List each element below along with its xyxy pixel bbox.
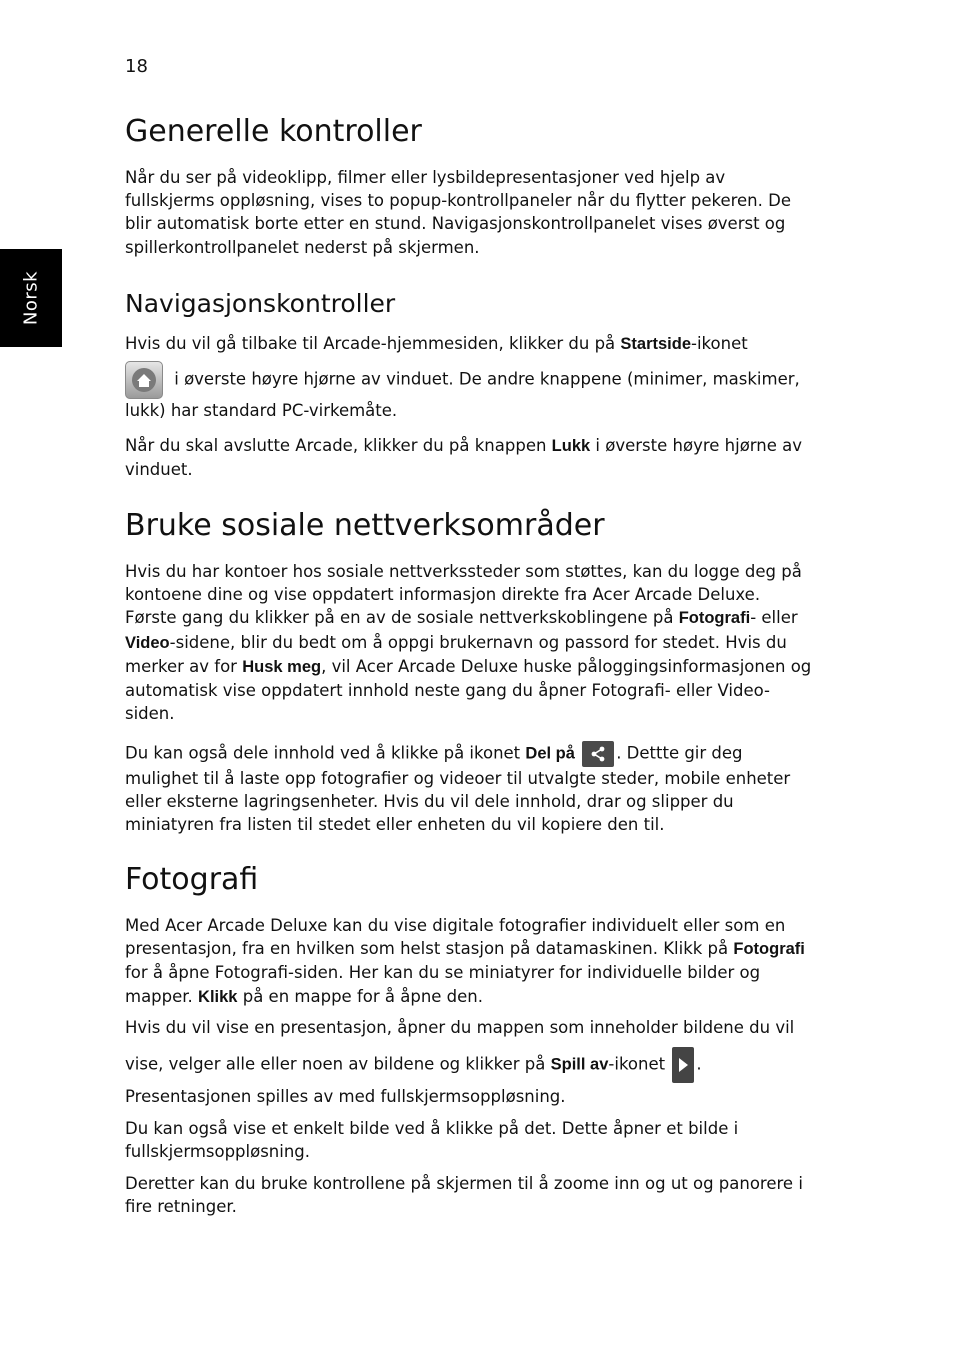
- page-number: 18: [125, 56, 148, 77]
- bold-fotografi: Fotografi: [678, 609, 751, 628]
- paragraph-home-icon: i øverste høyre hjørne av vinduet. De andre knappene (minimer, maskimer, lukk) har standard PC-virkemåte.: [125, 361, 815, 422]
- bold-video: Video: [125, 633, 170, 652]
- paragraph-social-login: Hvis du har kontoer hos sosiale nettverkssteder som støttes, kan du logge deg på kontoene dine og vise oppdatert informasjon direkte fra Acer Arcade Deluxe. Første gang du klikker på en av de sosiale nettverkskoblingene på Fotografi- eller Video-sidene, blir du bedt om å oppgi brukernavn og passord for stedet. Hvis du merker av for Husk meg, vil Acer Arcade Deluxe huske påloggingsinformasjonen og automatisk vise oppdatert innhold neste gang du åpner Fotografi- eller Video-siden.: [125, 562, 812, 724]
- bold-husk-meg: Husk meg: [242, 657, 322, 676]
- language-tab-label: Norsk: [20, 270, 42, 326]
- share-icon: [582, 741, 614, 767]
- paragraph-slideshow-line1: Hvis du vil vise en presentasjon, åpner du mappen som inneholder bildene du vil: [125, 1018, 795, 1037]
- paragraph-single-image: Du kan også vise et enkelt bilde ved å klikke på det. Dette åpner et bilde i fullskjermsoppløsning.: [125, 1119, 739, 1162]
- paragraph-zoom-pan: Deretter kan du bruke kontrollene på skjermen til å zoome inn og ut og panorere i fire retninger.: [125, 1174, 803, 1217]
- heading-generelle-kontroller: Generelle kontroller: [125, 114, 422, 149]
- bold-klikk: Klikk: [198, 987, 238, 1006]
- bold-startside: Startside: [620, 335, 692, 353]
- paragraph-photo-intro: Med Acer Arcade Deluxe kan du vise digitale fotografier individuelt eller som en presentasjon, fra en hvilken som helst stasjon på datamaskinen. Klikk på Fotografi for å åpne Fotografi-siden. Her kan du se miniatyrer for individuelle bilder og mapper. Klikk på en mappe for å åpne den.: [125, 916, 805, 1006]
- bold-del-pa: Del på: [525, 744, 575, 763]
- bold-fotografi-2: Fotografi: [733, 940, 805, 959]
- heading-fotografi: Fotografi: [125, 862, 259, 897]
- paragraph-slideshow-line3: Presentasjonen spilles av med fullskjermsoppløsning.: [125, 1087, 566, 1106]
- paragraph-home-intro: Hvis du vil gå tilbake til Arcade-hjemmesiden, klikker du på Startside-ikonet: [125, 334, 748, 353]
- paragraph-slideshow-line2: vise, velger alle eller noen av bildene og klikker på Spill av-ikonet .: [125, 1047, 815, 1083]
- bold-spill-av: Spill av: [550, 1055, 609, 1074]
- language-tab: [0, 249, 62, 347]
- bold-lukk: Lukk: [551, 437, 591, 455]
- paragraph-general-controls: Når du ser på videoklipp, filmer eller lysbildepresentasjoner ved hjelp av fullskjerms oppløsning, vises to popup-kontrollpaneler når du flytter pekeren. De blir automatisk borte etter en stund. Navigasjonskontrollpanelet vises øverst og spillerkontrollpanelet nederst på skjermen.: [125, 168, 791, 257]
- paragraph-share: Du kan også dele innhold ved å klikke på ikonet Del på . Dettte gir deg mulighet til å laste opp fotografier og videoer til utvalgte steder, mobile enheter eller eksterne lagringsenheter. Hvis du vil dele innhold, drar og slipper du miniatyren fra listen til stedet eller enheten du vil kopiere den til.: [125, 741, 815, 837]
- home-icon: [125, 361, 163, 399]
- paragraph-close-arcade: Når du skal avslutte Arcade, klikker du på knappen Lukk i øverste høyre hjørne av vinduet.: [125, 436, 803, 480]
- heading-sosiale-nettverk: Bruke sosiale nettverksområder: [125, 508, 605, 543]
- heading-navigasjonskontroller: Navigasjonskontroller: [125, 289, 396, 318]
- play-icon: [672, 1047, 694, 1083]
